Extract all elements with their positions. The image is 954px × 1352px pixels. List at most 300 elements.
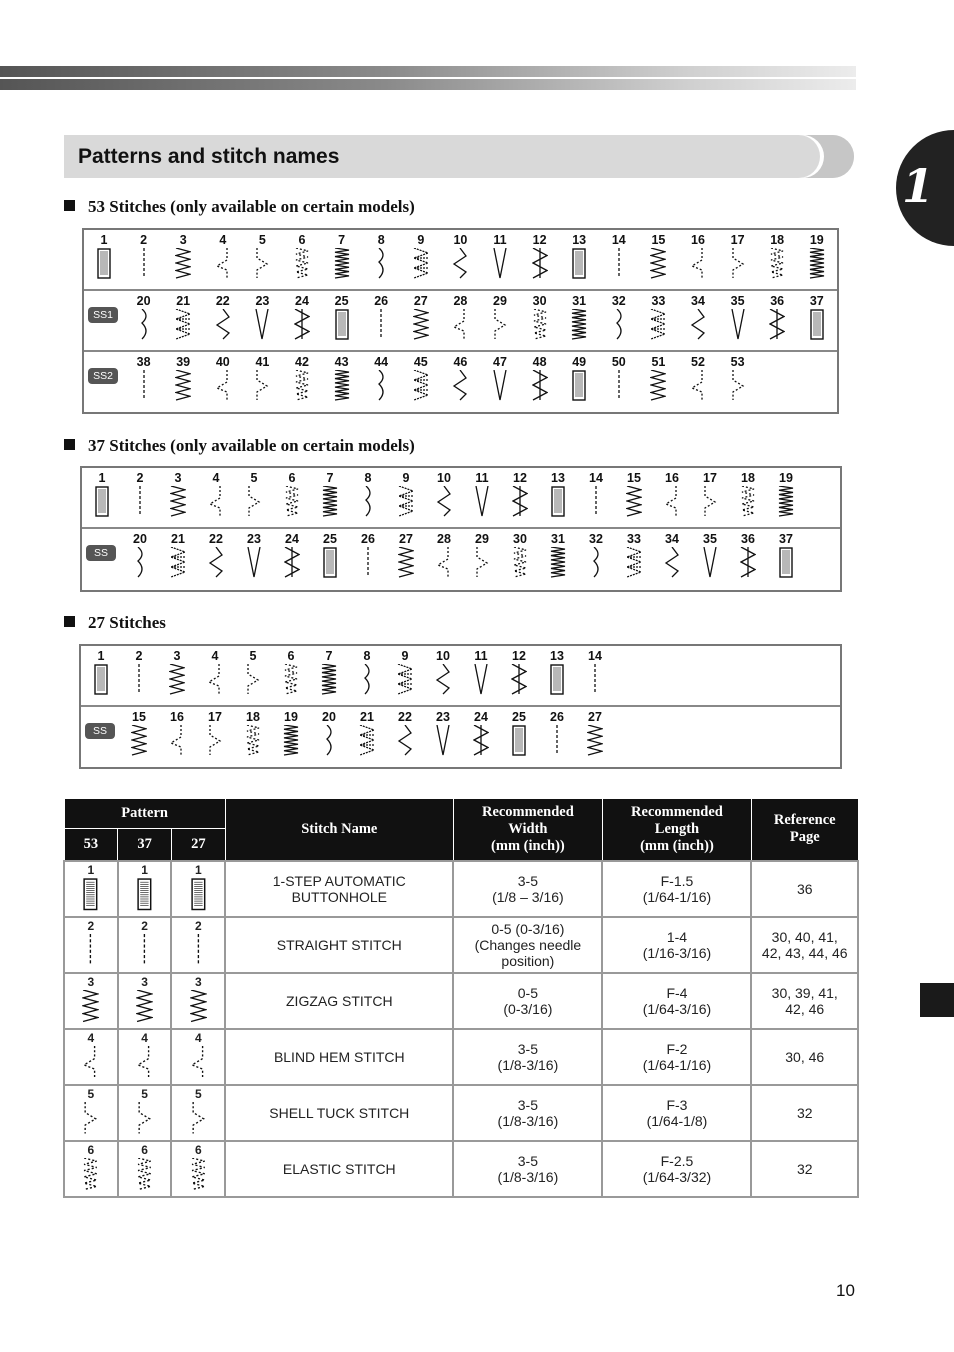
stitch-number: 31 <box>572 294 587 308</box>
cell-line: position) <box>501 952 555 969</box>
stitch-number: 24 <box>474 710 488 724</box>
stitch-number: 25 <box>512 710 526 724</box>
table-row <box>64 917 858 973</box>
elastic-stitch-icon <box>136 1158 153 1192</box>
stitch-pattern-27 <box>575 707 615 765</box>
stitch-number: 12 <box>532 233 547 247</box>
section-heading-53: 53 Stitches (only available on certain models) <box>64 197 415 217</box>
stitch-icon <box>436 547 452 579</box>
stitch-icon <box>398 486 414 518</box>
cell-line: F-2.5 <box>660 1152 694 1169</box>
stitch-pattern-6 <box>282 230 322 288</box>
stitch-pattern-19 <box>797 230 837 288</box>
stitch-number: 1 <box>100 233 108 247</box>
stitch-icon <box>512 547 528 579</box>
cell-line: 3-5 <box>517 1152 538 1169</box>
stitch-icon <box>650 309 666 341</box>
stitch-pattern-1 <box>84 230 124 288</box>
stitch-icon <box>136 370 152 402</box>
stitch-number: 19 <box>809 233 824 247</box>
stitch-icon <box>532 248 548 280</box>
stitch-number: 16 <box>691 233 705 247</box>
stitch-number: 22 <box>398 710 412 724</box>
stitch-name-cell <box>225 1029 453 1085</box>
stitch-number: 27 <box>413 294 428 308</box>
stitch-icon <box>492 248 508 280</box>
stitch-pattern-38 <box>124 352 164 410</box>
cell-line: (1/8-3/16) <box>497 1056 559 1073</box>
stitch-group-badge: SS1 <box>88 307 118 323</box>
stitch-icon <box>373 370 389 402</box>
width-header: Recommended Width (mm (inch)) <box>453 799 602 861</box>
stitch-icon <box>294 370 310 402</box>
stitch-number: 26 <box>374 294 389 308</box>
stitch-pattern-6 <box>271 646 311 704</box>
stitch-icon <box>245 664 261 696</box>
elastic-stitch-icon <box>82 1158 99 1192</box>
stitch-pattern-18 <box>757 230 797 288</box>
page-title-bar <box>64 135 854 178</box>
stitch-number: 53 <box>730 355 745 369</box>
stitch-pattern-27 <box>401 291 441 349</box>
cell-line: 0-5 (0-3/16) <box>491 920 565 937</box>
stitch-icon <box>169 725 185 757</box>
stitch-pattern-52 <box>678 352 718 410</box>
pattern-cell <box>64 861 118 917</box>
stitch-pattern-23 <box>242 291 282 349</box>
pattern-number: 1 <box>141 863 148 878</box>
stitch-pattern-18 <box>233 707 273 765</box>
pattern-number: 4 <box>194 1031 202 1046</box>
stitch-pattern-24 <box>282 291 322 349</box>
stitch-number: 35 <box>730 294 745 308</box>
stitch-number: 4 <box>212 471 220 485</box>
stitch-number: 24 <box>285 532 299 546</box>
stitch-pattern-36 <box>728 529 768 587</box>
stitch-number: 14 <box>589 471 603 485</box>
cell-line: STRAIGHT STITCH <box>276 936 402 953</box>
stitch-number: 1 <box>98 471 106 485</box>
stitch-number: 23 <box>255 294 270 308</box>
stitch-icon <box>452 309 468 341</box>
stitch-number: 15 <box>627 471 641 485</box>
elastic-stitch-icon <box>190 1158 207 1192</box>
stitch-pattern-24 <box>272 529 312 587</box>
stitch-pattern-10 <box>423 646 463 704</box>
pattern-cell <box>171 973 225 1029</box>
stitch-pattern-15 <box>638 230 678 288</box>
cell-line: (1/64-1/8) <box>646 1112 708 1129</box>
stitch-icon <box>690 309 706 341</box>
stitch-icon <box>359 725 375 757</box>
stitch-number: 40 <box>215 355 230 369</box>
stitch-number: 19 <box>779 471 793 485</box>
cell-line: 3-5 <box>517 1096 538 1113</box>
stitch-pattern-3 <box>157 646 197 704</box>
stitch-icon <box>550 486 566 518</box>
cell-line: (1/64-1/16) <box>642 888 712 905</box>
stitch-number: 28 <box>437 532 451 546</box>
cell-line: 1-STEP AUTOMATIC <box>272 872 406 889</box>
stitch-number: 25 <box>334 294 349 308</box>
pattern-number: 5 <box>194 1087 202 1102</box>
stitch-pattern-25 <box>310 529 350 587</box>
stitch-number: 12 <box>513 471 527 485</box>
stitch-icon <box>626 547 642 579</box>
stitch-icon <box>492 370 508 402</box>
stitch-number: 7 <box>325 649 333 663</box>
stitch-panel-27 <box>79 644 842 769</box>
stitch-icon <box>730 309 746 341</box>
stitch-pattern-4 <box>196 468 236 526</box>
width-cell <box>453 861 602 917</box>
pattern-number: 6 <box>87 1143 95 1158</box>
stitch-icon <box>611 309 627 341</box>
stitch-icon <box>778 486 794 518</box>
table-row <box>64 973 858 1029</box>
stitch-number: 20 <box>133 532 147 546</box>
stitch-icon <box>435 725 451 757</box>
stitch-icon <box>778 547 794 579</box>
stitch-pattern-6 <box>272 468 312 526</box>
stitch-pattern-53 <box>718 352 758 410</box>
cell-line: (1/64-1/16) <box>642 1056 712 1073</box>
stitch-pattern-8 <box>347 646 387 704</box>
blind-hem-stitch-icon <box>190 1046 207 1080</box>
cell-line: (Changes needle <box>474 936 582 953</box>
stitch-icon <box>398 547 414 579</box>
stitch-number: 43 <box>334 355 349 369</box>
pattern-header: Pattern <box>64 799 225 829</box>
stitch-pattern-34 <box>678 291 718 349</box>
pattern-number: 2 <box>87 919 95 934</box>
stitch-number: 19 <box>284 710 298 724</box>
stitch-icon <box>492 309 508 341</box>
buttonhole-icon <box>190 878 207 912</box>
stitch-pattern-19 <box>271 707 311 765</box>
stitch-pattern-34 <box>652 529 692 587</box>
stitch-name-header: Stitch Name <box>225 799 453 861</box>
stitch-pattern-16 <box>678 230 718 288</box>
stitch-pattern-17 <box>718 230 758 288</box>
stitch-icon <box>532 309 548 341</box>
stitch-pattern-43 <box>322 352 362 410</box>
stitch-icon <box>246 547 262 579</box>
stitch-pattern-14 <box>576 468 616 526</box>
reference-cell <box>751 1029 858 1085</box>
stitch-icon <box>334 248 350 280</box>
pattern-number: 6 <box>141 1143 148 1158</box>
pattern-number: 6 <box>194 1143 202 1158</box>
stitch-icon <box>588 486 604 518</box>
page-title: Patterns and stitch names <box>78 145 340 168</box>
stitch-icon <box>93 664 109 696</box>
stitch-number: 35 <box>703 532 717 546</box>
stitch-icon <box>136 309 152 341</box>
stitch-pattern-30 <box>520 291 560 349</box>
stitch-pattern-12 <box>500 468 540 526</box>
stitch-pattern-14 <box>599 230 639 288</box>
reference-cell <box>751 1085 858 1141</box>
stitch-icon <box>294 309 310 341</box>
buttonhole-icon <box>82 878 99 912</box>
stitch-icon <box>769 309 785 341</box>
stitch-pattern-9 <box>401 230 441 288</box>
stitch-icon <box>452 248 468 280</box>
stitch-icon <box>702 547 718 579</box>
stitch-pattern-8 <box>361 230 401 288</box>
cell-line: BUTTONHOLE <box>291 888 387 905</box>
stitch-pattern-12 <box>499 646 539 704</box>
stitch-pattern-28 <box>440 291 480 349</box>
stitch-pattern-13 <box>537 646 577 704</box>
stitch-number: 22 <box>209 532 223 546</box>
stitch-icon <box>254 309 270 341</box>
stitch-icon <box>587 664 603 696</box>
cell-line: 42, 43, 44, 46 <box>761 944 848 961</box>
stitch-icon <box>413 309 429 341</box>
stitch-number: 10 <box>437 471 451 485</box>
width-cell <box>453 973 602 1029</box>
stitch-number: 30 <box>532 294 547 308</box>
stitch-name-cell <box>225 861 453 917</box>
stitch-pattern-11 <box>480 230 520 288</box>
stitch-number: 10 <box>436 649 450 663</box>
stitch-number: 30 <box>513 532 527 546</box>
stitch-icon <box>96 248 112 280</box>
stitch-number: 15 <box>651 233 666 247</box>
pattern-number: 3 <box>194 975 202 990</box>
pattern-cell <box>171 1141 225 1197</box>
cell-line: F-3 <box>666 1096 688 1113</box>
stitch-pattern-35 <box>690 529 730 587</box>
straight-stitch-icon <box>136 934 153 968</box>
stitch-pattern-19 <box>766 468 806 526</box>
stitch-icon <box>587 725 603 757</box>
stitch-pattern-1 <box>82 468 122 526</box>
stitch-icon <box>809 248 825 280</box>
model-27-header: 27 <box>171 829 225 861</box>
stitch-icon <box>549 725 565 757</box>
stitch-icon <box>170 547 186 579</box>
cell-line: 1-4 <box>666 928 688 945</box>
stitch-pattern-50 <box>599 352 639 410</box>
stitch-pattern-12 <box>520 230 560 288</box>
reference-cell <box>751 861 858 917</box>
length-header: Recommended Length (mm (inch)) <box>602 799 751 861</box>
model-37-header: 37 <box>118 829 172 861</box>
stitch-pattern-39 <box>163 352 203 410</box>
pattern-cell <box>64 917 118 973</box>
pattern-cell <box>64 1141 118 1197</box>
pattern-cell <box>118 861 172 917</box>
stitch-number: 29 <box>475 532 489 546</box>
buttonhole-icon <box>136 878 153 912</box>
reference-cell <box>751 917 858 973</box>
cell-line: F-1.5 <box>660 872 694 889</box>
stitch-number: 3 <box>173 649 181 663</box>
stitch-number: 13 <box>551 471 565 485</box>
stitch-number: 1 <box>97 649 105 663</box>
stitch-number: 37 <box>809 294 824 308</box>
stitch-icon <box>571 309 587 341</box>
stitch-number: 10 <box>453 233 468 247</box>
stitch-pattern-20 <box>309 707 349 765</box>
stitch-icon <box>740 486 756 518</box>
stitch-pattern-11 <box>461 646 501 704</box>
stitch-number: 50 <box>611 355 626 369</box>
pattern-cell <box>64 1029 118 1085</box>
stitch-icon <box>397 664 413 696</box>
stitch-icon <box>702 486 718 518</box>
pattern-cell <box>118 973 172 1029</box>
stitch-pattern-20 <box>124 291 164 349</box>
stitch-number: 27 <box>399 532 413 546</box>
stitch-number: 5 <box>250 471 258 485</box>
stitch-pattern-20 <box>120 529 160 587</box>
stitch-pattern-42 <box>282 352 322 410</box>
stitch-pattern-29 <box>480 291 520 349</box>
cell-line: (1/64-3/16) <box>642 1000 712 1017</box>
stitch-pattern-4 <box>195 646 235 704</box>
stitch-pattern-13 <box>538 468 578 526</box>
pattern-cell <box>118 1029 172 1085</box>
pattern-number: 4 <box>87 1031 95 1046</box>
stitch-number: 14 <box>588 649 602 663</box>
cell-line: 3-5 <box>517 1040 538 1057</box>
stitch-icon <box>131 664 147 696</box>
stitch-icon <box>413 370 429 402</box>
stitch-icon <box>397 725 413 757</box>
stitch-number: 17 <box>703 471 717 485</box>
stitch-icon <box>588 547 604 579</box>
stitch-icon <box>283 725 299 757</box>
stitch-number: 5 <box>258 233 266 247</box>
stitch-number: 14 <box>611 233 626 247</box>
stitch-number: 32 <box>589 532 603 546</box>
stitch-icon <box>511 725 527 757</box>
stitch-pattern-25 <box>499 707 539 765</box>
stitch-icon <box>373 309 389 341</box>
stitch-icon <box>215 370 231 402</box>
stitch-pattern-49 <box>559 352 599 410</box>
stitch-number: 23 <box>436 710 450 724</box>
stitch-number: 23 <box>247 532 261 546</box>
stitch-panel-37 <box>80 466 842 592</box>
stitch-number: 25 <box>323 532 337 546</box>
stitch-icon <box>136 248 152 280</box>
table-row <box>64 1141 858 1197</box>
pattern-number: 3 <box>87 975 95 990</box>
table-row <box>64 1029 858 1085</box>
pattern-cell <box>118 917 172 973</box>
stitch-group-badge: SS <box>86 545 116 561</box>
pattern-number: 3 <box>141 975 148 990</box>
stitch-pattern-23 <box>234 529 274 587</box>
stitch-number: 29 <box>493 294 507 308</box>
stitch-number: 33 <box>651 294 666 308</box>
length-cell <box>602 973 751 1029</box>
stitch-number: 3 <box>174 471 182 485</box>
cell-line: (1/8 – 3/16) <box>492 888 564 905</box>
pattern-number: 5 <box>141 1087 148 1102</box>
stitch-pattern-31 <box>559 291 599 349</box>
stitch-number: 4 <box>211 649 219 663</box>
stitch-icon <box>254 370 270 402</box>
cell-line: (1/8-3/16) <box>497 1112 559 1129</box>
stitch-pattern-26 <box>361 291 401 349</box>
stitch-number: 11 <box>474 649 488 663</box>
stitch-pattern-37 <box>797 291 837 349</box>
stitch-number: 9 <box>417 233 425 247</box>
stitch-number: 21 <box>171 532 185 546</box>
stitch-number: 48 <box>532 355 547 369</box>
stitch-pattern-21 <box>158 529 198 587</box>
zigzag-stitch-icon <box>190 990 207 1024</box>
stitch-number: 51 <box>651 355 666 369</box>
stitch-pattern-17 <box>195 707 235 765</box>
stitch-pattern-41 <box>242 352 282 410</box>
stitch-number: 7 <box>338 233 346 247</box>
stitch-icon <box>769 248 785 280</box>
straight-stitch-icon <box>190 934 207 968</box>
stitch-icon <box>132 547 148 579</box>
section-heading-27: 27 Stitches <box>64 613 166 633</box>
stitch-pattern-46 <box>440 352 480 410</box>
length-cell <box>602 917 751 973</box>
stitch-number: 5 <box>249 649 257 663</box>
stitch-icon <box>664 547 680 579</box>
stitch-pattern-44 <box>361 352 401 410</box>
stitch-pattern-36 <box>757 291 797 349</box>
stitch-pattern-22 <box>385 707 425 765</box>
pattern-cell <box>118 1141 172 1197</box>
stitch-icon <box>207 664 223 696</box>
stitch-icon <box>373 248 389 280</box>
cell-line: ELASTIC STITCH <box>282 1160 396 1177</box>
stitch-pattern-37 <box>766 529 806 587</box>
stitch-number: 9 <box>402 471 410 485</box>
pattern-number: 4 <box>141 1031 148 1046</box>
width-cell <box>453 1085 602 1141</box>
length-cell <box>602 1141 751 1197</box>
stitch-icon <box>170 486 186 518</box>
length-cell <box>602 1085 751 1141</box>
stitch-icon <box>322 486 338 518</box>
stitch-icon <box>650 248 666 280</box>
stitch-pattern-8 <box>348 468 388 526</box>
stitch-number: 17 <box>730 233 745 247</box>
length-cell <box>602 861 751 917</box>
stitch-name-cell <box>225 973 453 1029</box>
cell-line: (1/16-3/16) <box>642 944 712 961</box>
stitch-number: 44 <box>374 355 389 369</box>
stitch-pattern-11 <box>462 468 502 526</box>
stitch-pattern-7 <box>322 230 362 288</box>
stitch-pattern-5 <box>233 646 273 704</box>
pattern-number: 1 <box>87 863 95 878</box>
table-row <box>64 1085 858 1141</box>
pattern-cell <box>171 861 225 917</box>
stitch-number: 26 <box>361 532 375 546</box>
stitch-pattern-16 <box>652 468 692 526</box>
stitch-icon <box>207 725 223 757</box>
section-marker <box>920 983 954 1017</box>
stitch-icon <box>452 370 468 402</box>
pattern-cell <box>171 1029 225 1085</box>
cell-line: 30, 46 <box>785 1048 825 1065</box>
stitch-pattern-14 <box>575 646 615 704</box>
